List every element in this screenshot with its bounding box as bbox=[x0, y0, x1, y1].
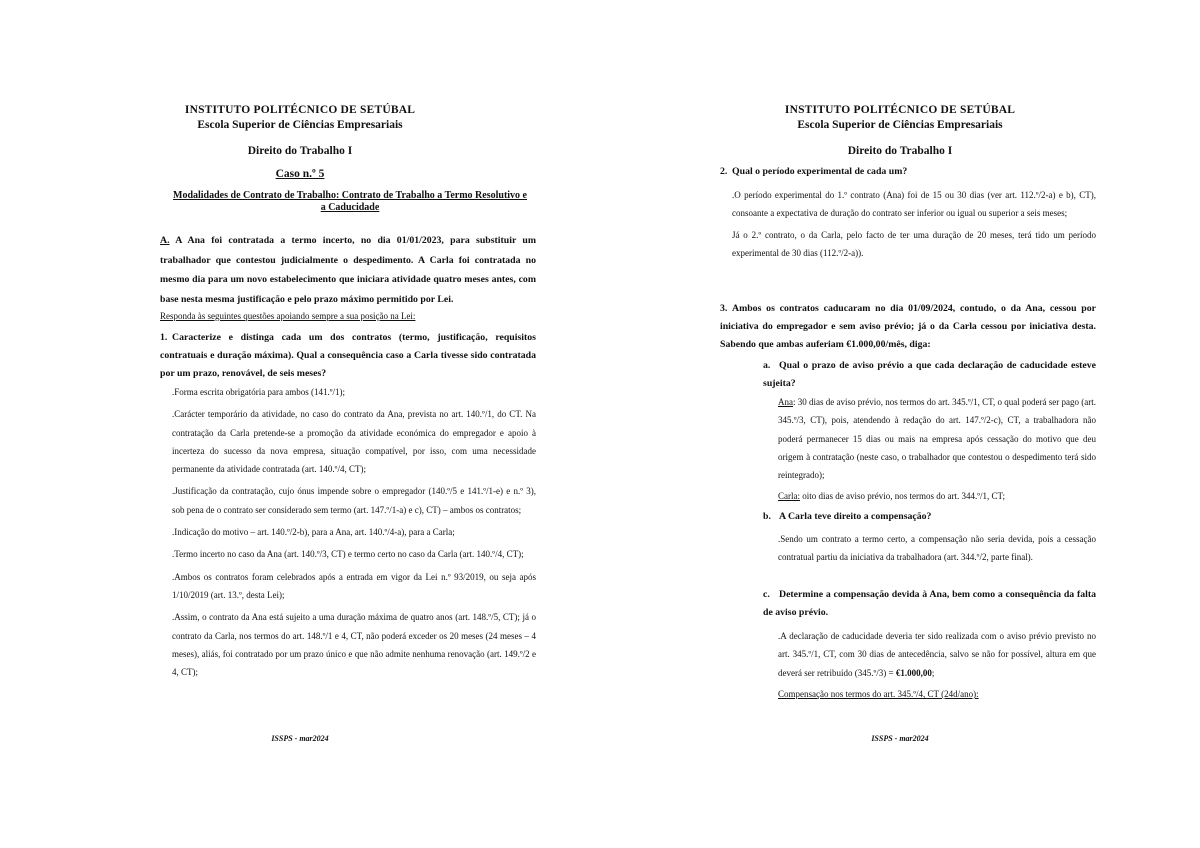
answer-line bbox=[778, 627, 1096, 682]
institute-title: INSTITUTO POLITÉCNICO DE SETÚBAL bbox=[184, 104, 416, 116]
answer-line: .Forma escrita obrigatória para ambos (141.º/1); bbox=[172, 387, 345, 397]
page-footer: ISSPS - mar2024 bbox=[271, 734, 329, 743]
question-3a-number: a. bbox=[763, 360, 771, 371]
answer-line bbox=[778, 393, 1096, 484]
question-3c-text: Determine a compensação devida à Ana, bem como a consequência da falta de aviso prévio. bbox=[763, 589, 1096, 618]
answer-line bbox=[778, 487, 1096, 505]
question-2 bbox=[720, 163, 1096, 181]
question-1-text: Caracterize e distinga cada um dos contratos (termo, justificação, requisitos contratuais e duração máxima). Qual a consequência caso a Carla tivesse sido contratada por um prazo, renovável, de seis meses? bbox=[160, 332, 536, 379]
question-3b-number: b. bbox=[763, 511, 771, 522]
case-number: Caso n.º 5 bbox=[275, 168, 325, 180]
question-2-answers bbox=[732, 186, 1096, 262]
answer-text: : 30 dias de aviso prévio, nos termos do art. 345.º/1, CT, o qual poderá ser pago (art. 345.º/3, CT), pois, atendendo à redação do art. 147.º/2-c), CT, a trabalhadora não poderá permanecer 15 dias ou mais na empresa após cessação do motivo que deu origem à contratação (neste caso, o trabalhador que contestou o despedimento terá sido reintegrado); bbox=[778, 397, 1096, 481]
answer-line: .O período experimental do 1.º contrato (Ana) foi de 15 ou 30 dias (ver art. 112.º/2-a) e b), CT), consoante a expectativa de duração do contrato ser inferior ou igual ou superior a seis meses; bbox=[732, 190, 1096, 219]
answer-line: .Assim, o contrato da Ana está sujeito a uma duração máxima de quatro anos (art. 148.º/5, CT); já o contrato da Carla, nos termos do art. 148.º/1 e 4, CT, não poderá exceder os 20 meses (24 meses – 4 meses), aliás, foi contratado por um prazo único e que não admite nenhuma renovação (art. 149.º/2 e 4, CT); bbox=[172, 612, 536, 678]
institute-title: INSTITUTO POLITÉCNICO DE SETÚBAL bbox=[784, 104, 1016, 116]
question-3a bbox=[763, 357, 1096, 393]
question-2-text: Qual o período experimental de cada um? bbox=[732, 166, 908, 177]
answer-text: oito dias de aviso prévio, nos termos do art. 344.º/1, CT; bbox=[800, 491, 1006, 502]
answer-line: .Ambos os contratos foram celebrados após a entrada em vigor da Lei n.º 93/2019, ou seja após 1/10/2019 (art. 13.º, desta Lei); bbox=[172, 571, 536, 600]
question-3c bbox=[763, 586, 1096, 622]
question-3 bbox=[720, 300, 1096, 354]
question-3-text: Ambos os contratos caducaram no dia 01/09/2024, contudo, o da Ana, cessou por iniciativa do empregador e sem aviso prévio; já o da Carla cessou por iniciativa desta. Sabendo que ambas auferiam €1.000,00/mês, diga: bbox=[720, 303, 1096, 350]
case-statement-text: A Ana foi contratada a termo incerto, no dia 01/01/2023, para substituir um trabalhador que contestou judicialmente o despedimento. A Carla foi contratada no mesmo dia para um novo estabelecimento que iniciara atividade quatro meses antes, com base nesta mesma justificação e pelo prazo máximo permitido por Lei. bbox=[160, 235, 536, 305]
answer-punct: ; bbox=[931, 667, 935, 678]
question-1 bbox=[160, 329, 536, 383]
course-title: Direito do Trabalho I bbox=[847, 145, 953, 157]
question-3a-text: Qual o prazo de aviso prévio a que cada declaração de caducidade esteve sujeita? bbox=[763, 360, 1096, 389]
answer-line: Já o 2.º contrato, o da Carla, pelo facto de ter uma duração de 20 meses, terá tido um período experimental de 30 dias (112.º/2-a)). bbox=[732, 229, 1096, 258]
question-3b-answer: .Sendo um contrato a termo certo, a compensação não seria devida, pois a cessação contratual partiu da iniciativa da trabalhadora (art. 344.º/2, parte final). bbox=[778, 534, 1096, 563]
course-title: Direito do Trabalho I bbox=[247, 145, 353, 157]
answer-line: .Indicação do motivo – art. 140.º/2-b), para a Ana, art. 140.º/4-a), para a Carla; bbox=[172, 527, 455, 538]
answer-label-carla: Carla: bbox=[778, 491, 800, 502]
question-2-number: 2. bbox=[720, 166, 728, 177]
answer-line: .Termo incerto no caso da Ana (art. 140.º/3, CT) e termo certo no caso da Carla (art. 140.º/4, CT); bbox=[172, 549, 524, 560]
answer-label-ana: Ana bbox=[778, 397, 793, 407]
answer-line: Compensação nos termos do art. 345.º/4, CT (24d/ano): bbox=[778, 688, 979, 699]
question-3-number: 3. bbox=[720, 303, 728, 314]
question-3b bbox=[763, 508, 1096, 526]
case-statement bbox=[160, 231, 536, 309]
question-3c-answers bbox=[778, 627, 1096, 703]
school-name: Escola Superior de Ciências Empresariais bbox=[797, 119, 1003, 131]
question-1-number: 1. bbox=[160, 332, 168, 343]
case-statement-marker: A. bbox=[160, 235, 170, 246]
case-subtitle: Modalidades de Contrato de Trabalho: Contrato de Trabalho a Termo Resolutivo e a Caducidade bbox=[173, 190, 527, 213]
right-page bbox=[600, 0, 1200, 848]
answer-amount: €1.000,00 bbox=[895, 667, 932, 678]
question-3a-answers bbox=[778, 393, 1096, 506]
school-name: Escola Superior de Ciências Empresariais bbox=[197, 119, 403, 131]
question-1-answers bbox=[172, 383, 536, 681]
answer-line: .Carácter temporário da atividade, no caso do contrato da Ana, prevista no art. 140.º/1, do CT. Na contratação da Carla pretende-se a promoção da atividade económica do empregador e apoio à incerteza do sucesso da nova empresa, situação compatível, por isso, com uma necessidade permanente da atividade contratada (art. 140.º/4, CT); bbox=[172, 409, 536, 475]
answer-line: .Justificação da contratação, cujo ónus impende sobre o empregador (140.º/5 e 141.º/1-e) e n.º 3), sob pena de o contrato ser considerado sem termo (art. 147.º/1-a) e c), CT) – ambos os contratos; bbox=[172, 486, 536, 515]
page-footer: ISSPS - mar2024 bbox=[871, 734, 929, 743]
question-3b-text: A Carla teve direito a compensação? bbox=[779, 511, 932, 522]
answer-text: .A declaração de caducidade deveria ter sido realizada com o aviso prévio previsto no art. 345.º/1, CT, com 30 dias de antecedência, salvo se não for possível, altura em que deverá ser retribuído (345.º/3) = bbox=[778, 631, 1096, 678]
instruction-text: Responda às seguintes questões apoiando sempre a sua posição na Lei: bbox=[160, 311, 416, 321]
question-3c-number: c. bbox=[763, 589, 770, 600]
